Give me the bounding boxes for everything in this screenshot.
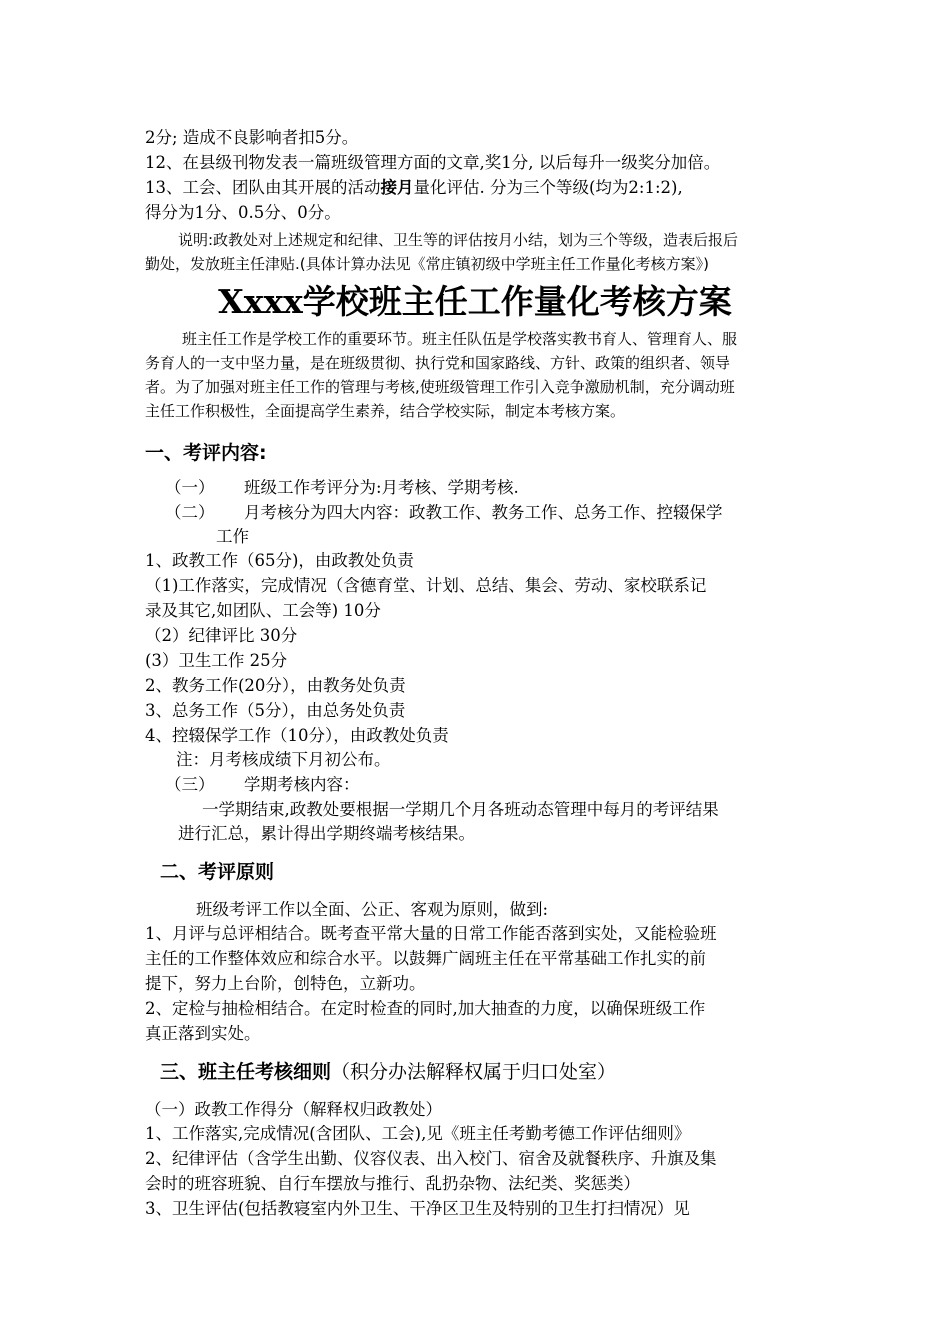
text-line: 3、卫生评估(包括教寝室内外卫生、干净区卫生及特别的卫生打扫情况）见: [145, 1199, 690, 1218]
text-line: 一学期结束,政教处要根据一学期几个月各班动态管理中每月的考评结果: [202, 800, 719, 819]
list-item-text: 工作: [216, 527, 249, 546]
list-marker: （一）: [165, 478, 215, 497]
text-line: 录及其它,如团队、工会等) 10分: [145, 601, 381, 620]
note-line: 注：月考核成绩下月初公布。: [176, 750, 391, 769]
text-line: 主任的工作整体效应和综合水平。以鼓舞广阔班主任在平常基础工作扎实的前: [145, 949, 706, 968]
text-span: 量化评估. 分为三个等级(均为2:1:2),: [413, 178, 683, 197]
intro-line: 主任工作积极性，全面提高学生素养，结合学校实际，制定本考核方案。: [145, 402, 626, 420]
text-line: 1、工作落实,完成情况(含团队、工会),见《班主任考勤考德工作评估细则》: [145, 1124, 691, 1143]
section-heading: 二、考评原则: [160, 861, 275, 883]
text-line: 2分; 造成不良影响者扣5分。: [145, 128, 359, 147]
text-span: 13、工会、团队由其开展的活动: [145, 178, 381, 197]
text-line: 4、控辍保学工作（10分），由政教处负责: [145, 726, 449, 745]
text-line: 进行汇总，累计得出学期终端考核结果。: [178, 824, 475, 843]
list-item-text: 月考核分为四大内容：政教工作、教务工作、总务工作、控辍保学: [244, 503, 723, 522]
section-heading: 一、考评内容:: [145, 442, 267, 464]
text-line: 得分为1分、0.5分、0分。: [145, 203, 341, 222]
note-line: 勤处，发放班主任津贴.(具体计算办法见《常庄镇初级中学班主任工作量化考核方案》): [145, 255, 709, 273]
text-line: 1、月评与总评相结合。既考查平常大量的日常工作能否落到实处，又能检验班: [145, 924, 717, 943]
text-line: 1、政教工作（65分)，由政教处负责: [145, 551, 414, 570]
list-item-text: 学期考核内容：: [244, 775, 360, 794]
intro-line: 者。为了加强对班主任工作的管理与考核,使班级管理工作引入竞争激励机制，充分调动班: [145, 378, 735, 396]
text-line: 3、总务工作（5分），由总务处负责: [145, 701, 406, 720]
text-line: 2、教务工作(20分），由教务处负责: [145, 676, 406, 695]
list-marker: （二）: [165, 503, 215, 522]
note-line: 说明:政教处对上述规定和纪律、卫生等的评估按月小结，划为三个等级，造表后报后: [178, 231, 739, 249]
text-line: (3）卫生工作 25分: [145, 651, 288, 670]
intro-line: 务育人的一支中坚力量，是在班级贯彻、执行党和国家路线、方针、政策的组织者、领导: [145, 354, 731, 372]
text-line: 2、纪律评估（含学生出勤、仪容仪表、出入校门、宿舍及就餐秩序、升旗及集: [145, 1149, 717, 1168]
text-line: （2）纪律评比 30分: [145, 626, 298, 645]
section-heading-note: （积分办法解释权属于归口处室）: [331, 1061, 617, 1083]
text-line: （一）政教工作得分（解释权归政教处）: [145, 1100, 442, 1119]
text-line: （1)工作落实，完成情况（含德育堂、计划、总结、集会、劳动、家校联系记: [145, 576, 707, 595]
intro-line: 班主任工作是学校工作的重要环节。班主任队伍是学校落实教书育人、管理育人、服: [182, 330, 738, 348]
section-heading-text: 三、班主任考核细则: [160, 1061, 332, 1083]
bold-text: 接月: [380, 178, 414, 197]
section-heading: [160, 1058, 616, 1086]
text-line: 提下，努力上台阶，创特色，立新功。: [145, 974, 426, 993]
text-line: 2、定检与抽检相结合。在定时检查的同时,加大抽查的力度，以确保班级工作: [145, 999, 706, 1018]
list-marker: （三）: [165, 775, 215, 794]
text-line: 12、在县级刊物发表一篇班级管理方面的文章,奖1分, 以后每升一级奖分加倍。: [145, 153, 721, 172]
text-line: 会时的班容班貌、自行车摆放与推行、乱扔杂物、法纪类、奖惩类）: [145, 1174, 640, 1193]
text-line: [145, 176, 683, 200]
list-item-text: 班级工作考评分为:月考核、学期考核.: [244, 478, 519, 497]
text-line: 班级考评工作以全面、公正、客观为原则，做到:: [196, 900, 549, 919]
document-title: Xxxx学校班主任工作量化考核方案: [218, 282, 732, 321]
text-line: 真正落到实处。: [145, 1024, 261, 1043]
